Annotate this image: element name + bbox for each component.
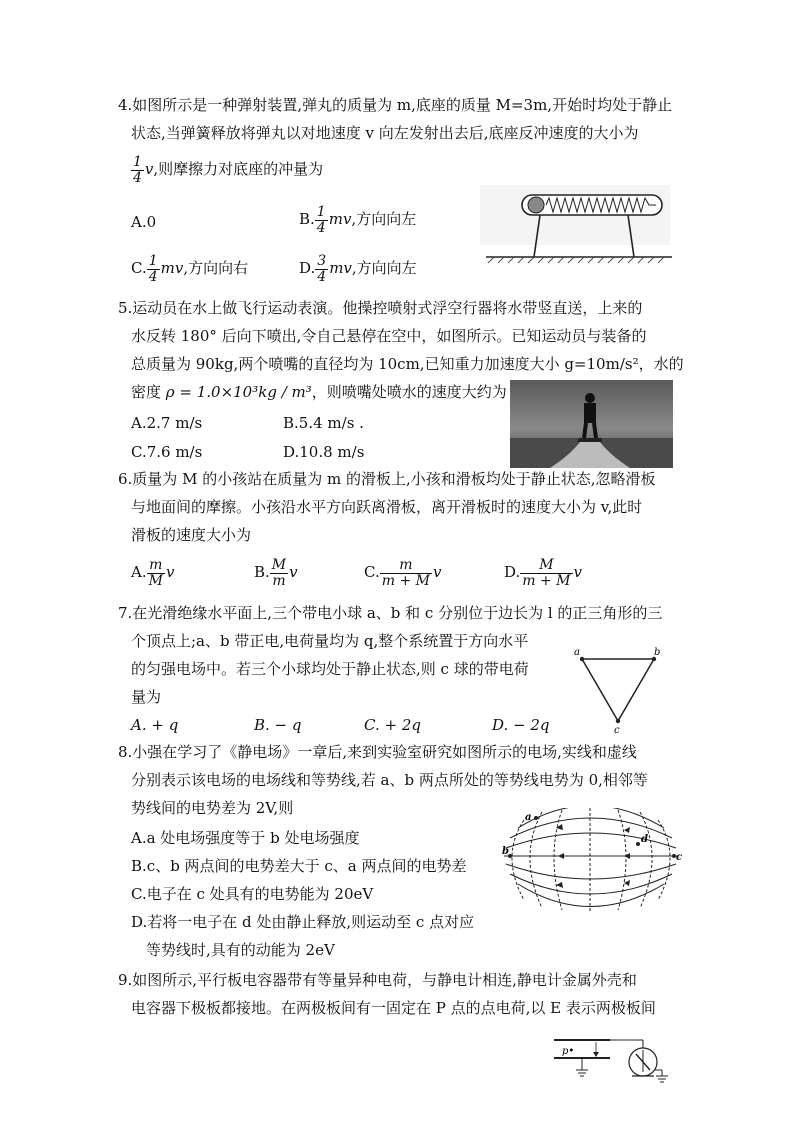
q5-line-2: 水反转 180° 后向下喷出,令自己悬停在空中，如图所示。已知运动员与装备的 [131,327,647,345]
q8-line-1: 8.小强在学习了《静电场》一章后,来到实验室研究如图所示的电场,实线和虚线 [118,743,637,761]
q8-option-d-cont: 等势线时,具有的动能为 2eV [146,941,335,959]
q7-line-2: 个顶点上;a、b 带正电,电荷量均为 q,整个系统置于方向水平 [131,632,529,650]
q5-option-b[interactable]: B.5.4 m/s . [283,414,364,432]
q7-line-3: 的匀强电场中。若三个小球均处于静止状态,则 c 球的带电荷 [131,660,529,678]
point-a [534,816,538,820]
q7-line-4: 量为 [131,688,162,706]
athlete-leg-right [594,423,596,438]
q5-line-3: 总质量为 90kg,两个喷嘴的直径均为 10cm,已知重力加速度大小 g=10m/s²，水的 [131,355,684,373]
equipotential-lines [512,808,670,912]
q6-option-a[interactable]: A. $\frac{m}{M}$ v [131,556,175,589]
label-a: a [525,812,532,823]
q4-option-a[interactable]: A.0 [131,213,157,231]
q5-option-d[interactable]: D.10.8 m/s [283,443,365,461]
athlete-leg-left [584,423,586,438]
q4-option-b[interactable]: B. $\frac{1}{4}$ mv,方向向左 [299,203,417,236]
q6-option-d[interactable]: D. $\frac{M}{m + M}$ v [504,556,582,589]
q8-option-b[interactable]: B.c、b 两点间的电势差大于 c、a 两点间的电势差 [131,857,467,875]
q7-option-c[interactable]: C. + 2q [364,716,421,734]
q9-line-1: 9.如图所示,平行板电容器带有等量异种电荷，与静电计相连,静电计金属外壳和 [118,971,637,989]
athlete-head [585,393,595,403]
label-a: a [574,647,580,658]
q8-line-2: 分别表示该电场的电场线和等势线,若 a、b 两点所处的等势线电势为 0,相邻等 [131,771,648,789]
triangle-figure [570,645,670,735]
q6-line-2: 与地面间的摩擦。小孩沿水平方向跃离滑板，离开滑板时的速度大小为 v,此时 [131,498,643,516]
q8-option-a[interactable]: A.a 处电场强度等于 b 处电场强度 [131,829,360,847]
q5-option-c[interactable]: C.7.6 m/s [131,443,203,461]
q8-option-d[interactable]: D.若将一电子在 d 处由静止释放,则运动至 c 点对应 [131,913,475,931]
ball-a [580,657,584,661]
q7-line-1: 7.在光滑绝缘水平面上,三个带电小球 a、b 和 c 分别位于边长为 l 的正三角形的三 [118,604,663,622]
q8-option-c[interactable]: C.电子在 c 处具有的电势能为 20eV [131,885,374,903]
point-p-label: p• [562,1046,575,1057]
athlete-body [584,403,596,423]
flyboard-photo [510,380,673,468]
q6-line-3: 滑板的速度大小为 [131,526,252,544]
label-c: c [614,725,620,735]
q7-option-a[interactable]: A. + q [131,716,179,734]
q7-option-b[interactable]: B. − q [254,716,302,734]
ball-c [616,719,620,723]
point-d [636,842,640,846]
q4-fraction: $\frac{1}{4}$ [133,153,142,186]
q5-line-1: 5.运动员在水上做飞行运动表演。他操控喷射式浮空行器将水带竖直送，上来的 [118,299,643,317]
q9-line-2: 电容器下极板都接地。在两极板间有一固定在 P 点的点电荷,以 E 表示两极板间 [131,999,656,1017]
triangle [582,659,654,721]
q6-option-c[interactable]: C. $\frac{m}{m + M}$ v [364,556,442,589]
electric-field-figure [498,808,684,918]
launcher-figure [478,185,674,265]
ground-hatch [488,257,664,263]
q4-option-c[interactable]: C. $\frac{1}{4}$ mv,方向向右 [131,252,249,285]
label-d: d [641,834,648,845]
label-b: b [654,647,661,658]
q8-line-3: 势线间的电势差为 2V,则 [131,799,294,817]
q4-line-2: 状态,当弹簧释放将弹丸以对地速度 v 向左发射出去后,底座反冲速度的大小为 [131,124,639,142]
q4-line-1: 4.如图所示是一种弹射装置,弹丸的质量为 m,底座的质量 M=3m,开始时均处于静止 [118,96,673,114]
q7-option-d[interactable]: D. − 2q [492,716,550,734]
projectile-ball [528,197,544,213]
q4-line-3: $\frac{1}{4}$ v,则摩擦力对底座的冲量为 [133,153,324,186]
flyboard [578,438,602,442]
q6-option-b[interactable]: B. $\frac{M}{m}$ v [254,556,298,589]
q5-option-a[interactable]: A.2.7 m/s [131,414,203,432]
q5-line-4: 密度 ρ = 1.0×10³kg / m³，则喷嘴处喷水的速度大约为 [131,383,507,401]
capacitor-figure [548,1030,673,1090]
q4-option-d[interactable]: D. $\frac{3}{4}$ mv,方向向左 [299,252,417,285]
q6-line-1: 6.质量为 M 的小孩站在质量为 m 的滑板上,小孩和滑板均处于静止状态,忽略滑板 [118,470,656,488]
density-formula: ρ = 1.0×10³kg / m³ [165,383,312,401]
label-b: b [502,846,509,857]
label-c: c [676,852,683,863]
